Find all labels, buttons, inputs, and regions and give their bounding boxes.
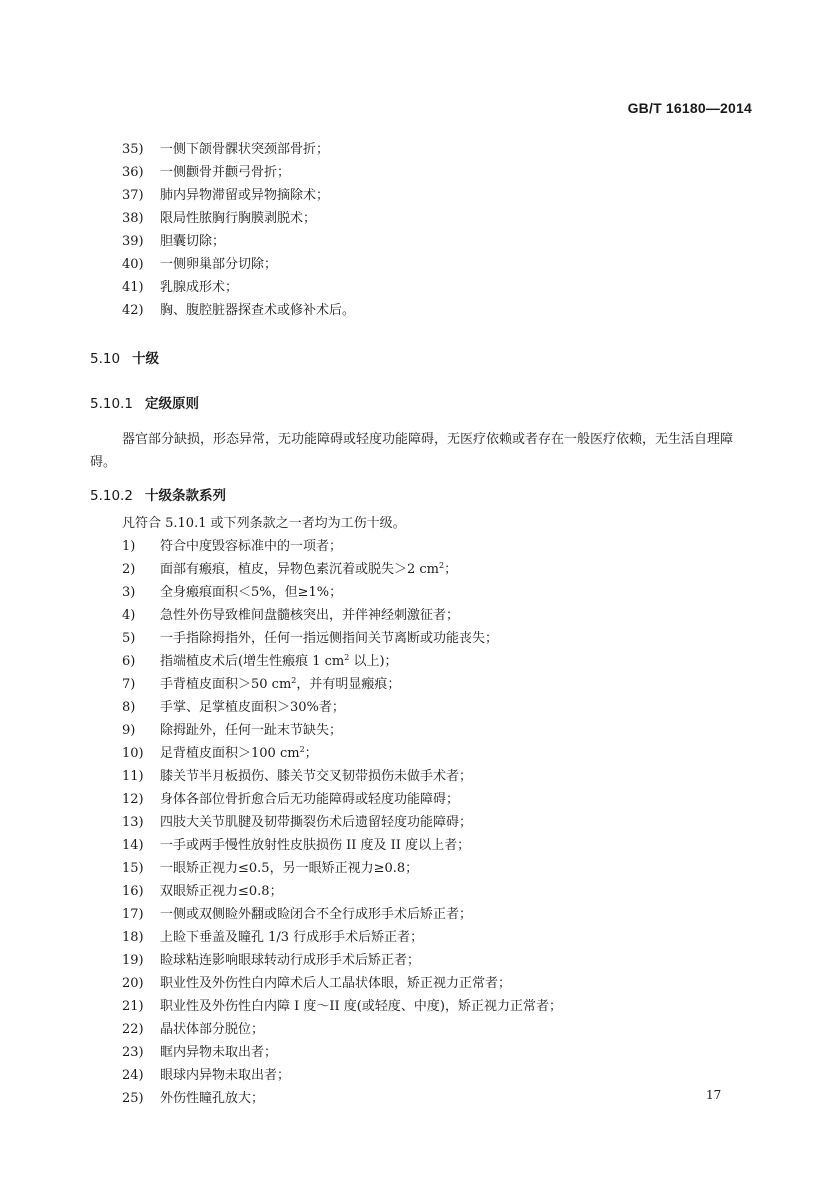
list-item: 5) 一手指除拇指外，任何一指远侧指间关节离断或功能丧失； bbox=[122, 631, 499, 646]
page-number: 17 bbox=[706, 1088, 722, 1102]
section-heading-5-10-2: 5.10.2 十级条款系列 bbox=[90, 488, 226, 504]
list-item: 42) 胸、腹腔脏器探查术或修补术后。 bbox=[122, 303, 356, 318]
standard-code: GB/T 16180—2014 bbox=[627, 100, 752, 116]
list-item: 3) 全身瘢痕面积＜5%，但≥1%； bbox=[122, 585, 343, 600]
grading-principle-paragraph: 器官部分缺损，形态异常，无功能障碍或轻度功能障碍，无医疗依赖或者存在一般医疗依赖，无生活自理障碍。 bbox=[90, 432, 734, 470]
list-item: 4) 急性外伤导致椎间盘髓核突出，并伴神经刺激征者； bbox=[122, 608, 460, 623]
list-item: 36) 一侧颧骨并颧弓骨折； bbox=[122, 165, 291, 180]
list-item: 7) 手背植皮面积＞50 $cm^2$，并有明显瘢痕； bbox=[122, 676, 401, 692]
list-item: 10) 足背植皮面积＞100 $cm^2$； bbox=[122, 745, 318, 761]
section-heading-5-10-1: 5.10.1 定级原则 bbox=[90, 396, 199, 412]
list-item: 35) 一侧下颌骨髁状突颈部骨折； bbox=[122, 142, 330, 157]
list-item: 24) 眼球内异物未取出者； bbox=[122, 1068, 291, 1083]
list-item: 41) 乳腺成形术； bbox=[122, 280, 239, 295]
list-item: 15) 一眼矫正视力≤0.5，另一眼矫正视力≥0.8； bbox=[122, 861, 419, 876]
list-item: 18) 上睑下垂盖及瞳孔 1/3 行成形手术后矫正者； bbox=[122, 930, 424, 945]
list-item: 40) 一侧卵巢部分切除； bbox=[122, 257, 278, 272]
list-item: 2) 面部有瘢痕，植皮，异物色素沉着或脱失＞2 $cm^2$； bbox=[122, 561, 458, 577]
list-item: 22) 晶状体部分脱位； bbox=[122, 1022, 265, 1037]
list-item: 17) 一侧或双侧睑外翻或睑闭合不全行成形手术后矫正者； bbox=[122, 907, 473, 922]
list-item: 23) 眶内异物未取出者； bbox=[122, 1045, 278, 1060]
list-item: 20) 职业性及外伤性白内障术后人工晶状体眼，矫正视力正常者； bbox=[122, 976, 512, 991]
list-item: 16) 双眼矫正视力≤0.8； bbox=[122, 884, 283, 899]
list-item: 19) 睑球粘连影响眼球转动行成形手术后矫正者； bbox=[122, 953, 421, 968]
list-item: 9) 除拇趾外，任何一趾末节缺失； bbox=[122, 723, 343, 738]
list-item: 39) 胆囊切除； bbox=[122, 234, 226, 249]
list-item: 37) 肺内异物滞留或异物摘除术； bbox=[122, 188, 330, 203]
list-item: 13) 四肢大关节肌腱及韧带撕裂伤术后遗留轻度功能障碍； bbox=[122, 815, 473, 830]
section-heading-5-10: 5.10 十级 bbox=[90, 351, 160, 367]
section-intro: 凡符合 5.10.1 或下列条款之一者均为工伤十级。 bbox=[122, 516, 406, 531]
list-item: 8) 手掌、足掌植皮面积＞30%者； bbox=[122, 700, 345, 715]
list-item: 38) 限局性脓胸行胸膜剥脱术； bbox=[122, 211, 317, 226]
list-item: 25) 外伤性瞳孔放大； bbox=[122, 1091, 265, 1106]
list-item: 14) 一手或两手慢性放射性皮肤损伤 II 度及 II 度以上者； bbox=[122, 838, 471, 853]
list-item: 1) 符合中度毁容标准中的一项者； bbox=[122, 539, 343, 554]
list-item: 6) 指端植皮术后(增生性瘢痕 1 $cm^2$ 以上)； bbox=[122, 653, 398, 669]
list-item: 12) 身体各部位骨折愈合后无功能障碍或轻度功能障碍； bbox=[122, 792, 460, 807]
list-item: 21) 职业性及外伤性白内障 I 度～II 度(或轻度、中度)，矫正视力正常者； bbox=[122, 999, 562, 1014]
list-item: 11) 膝关节半月板损伤、膝关节交叉韧带损伤未做手术者； bbox=[122, 769, 473, 784]
